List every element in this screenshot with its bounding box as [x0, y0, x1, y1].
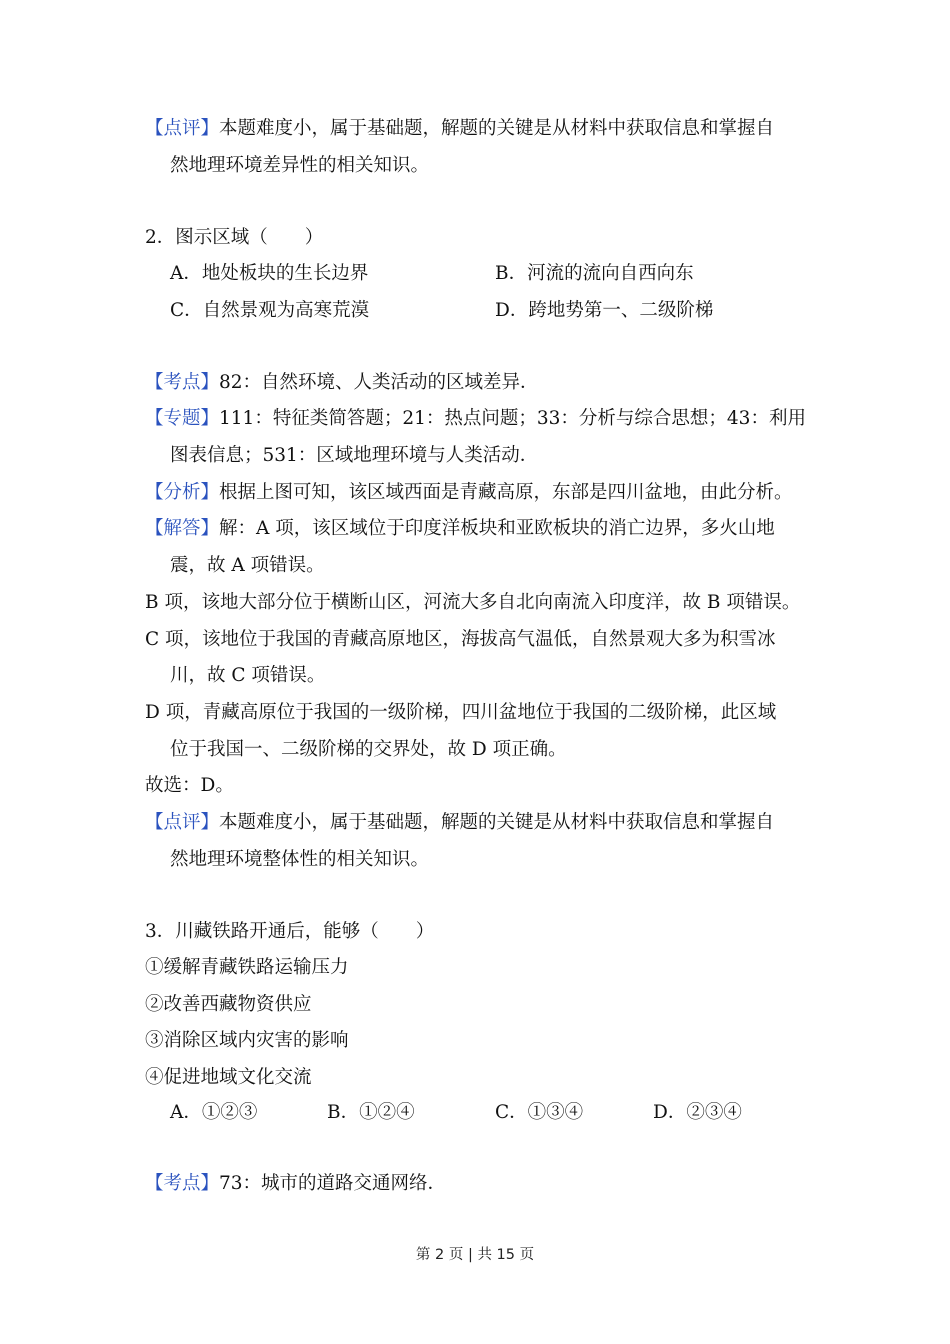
dianping-tag: 【点评】 [145, 812, 220, 833]
q3-kaodian-text: 73：城市的道路交通网络． [219, 1173, 447, 1194]
q2-c-explain-cont: 川，故 C 项错误。 [170, 665, 326, 686]
q2-c-explain: C 项，该地位于我国的青藏高原地区，海拔高气温低，自然景观大多为积雪冰 [145, 629, 776, 650]
jieda-text: 解：A 项，该区域位于印度洋板块和亚欧板块的消亡边界，多火山地 [219, 518, 775, 539]
zhuanti-tag: 【专题】 [145, 408, 220, 429]
question-3-stem: 3．川藏铁路开通后，能够（ ） [145, 921, 435, 942]
q3-option-d: D．②③④ [653, 1102, 742, 1123]
q2-dianping [145, 810, 774, 836]
comment-tag: 【点评】 [145, 118, 220, 139]
q2-option-a: A．地处板块的生长边界 [170, 263, 369, 284]
q2-d-explain: D 项，青藏高原位于我国的一级阶梯，四川盆地位于我国的二级阶梯，此区域 [145, 702, 777, 723]
q2-zhuanti [145, 406, 806, 432]
comment-line-cont: 然地理环境差异性的相关知识。 [170, 155, 430, 176]
q3-item-1: ①缓解青藏铁路运输压力 [145, 957, 349, 978]
q2-option-d: D．跨地势第一、二级阶梯 [495, 300, 714, 321]
q3-item-3: ③消除区域内灾害的影响 [145, 1030, 349, 1051]
fenxi-text: 根据上图可知，该区域西面是青藏高原，东部是四川盆地，由此分析。 [219, 482, 793, 503]
fenxi-tag: 【分析】 [145, 482, 220, 503]
q3-option-b: B．①②④ [327, 1102, 415, 1123]
q2-kaodian [145, 370, 539, 396]
q2-zhuanti-cont: 图表信息；531：区域地理环境与人类活动． [170, 445, 539, 466]
kaodian-tag: 【考点】 [145, 372, 220, 393]
q2-b-explain: B 项，该地大部分位于横断山区，河流大多自北向南流入印度洋，故 B 项错误。 [145, 592, 801, 613]
q3-option-a: A．①②③ [170, 1102, 258, 1123]
q3-item-4: ④促进地域文化交流 [145, 1067, 312, 1088]
q3-kaodian [145, 1171, 446, 1197]
q3-item-2: ②改善西藏物资供应 [145, 994, 312, 1015]
zhuanti-text: 111：特征类简答题；21：热点问题；33：分析与综合思想；43：利用 [219, 408, 806, 429]
q2-option-b: B．河流的流向自西向东 [495, 263, 694, 284]
dianping-text: 本题难度小，属于基础题，解题的关键是从材料中获取信息和掌握自 [219, 812, 775, 833]
q2-fenxi [145, 480, 793, 506]
q2-dianping-cont: 然地理环境整体性的相关知识。 [170, 849, 430, 870]
comment-text: 本题难度小，属于基础题，解题的关键是从材料中获取信息和掌握自 [219, 118, 775, 139]
question-2-stem: 2．图示区域（ ） [145, 227, 324, 248]
q2-option-c: C．自然景观为高寒荒漠 [170, 300, 370, 321]
page-footer: 第 2 页 | 共 15 页 [415, 1247, 535, 1263]
comment-line [145, 116, 774, 142]
q2-answer: 故选：D。 [145, 775, 234, 796]
jieda-tag: 【解答】 [145, 518, 220, 539]
q3-option-c: C．①③④ [495, 1102, 584, 1123]
q3-kaodian-tag: 【考点】 [145, 1173, 220, 1194]
kaodian-text: 82：自然环境、人类活动的区域差异． [219, 372, 539, 393]
q2-jieda-cont: 震，故 A 项错误。 [170, 555, 325, 576]
q2-d-explain-cont: 位于我国一、二级阶梯的交界处，故 D 项正确。 [170, 739, 567, 760]
q2-jieda [145, 516, 775, 542]
